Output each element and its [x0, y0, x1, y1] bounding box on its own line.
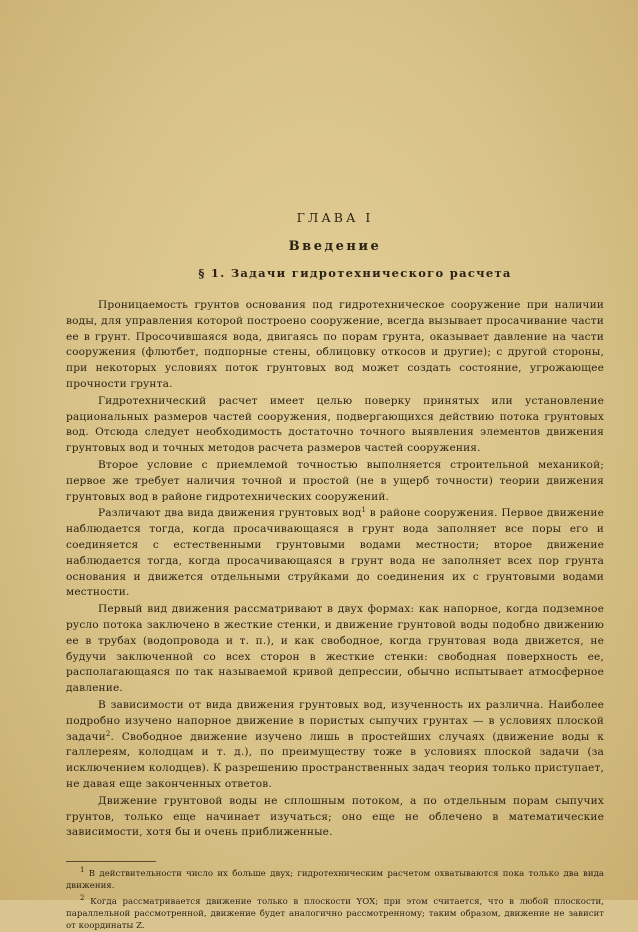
- footnote-text: В действительности число их больше двух; гидротехническим расчетом охватываются пока только два вида движения.: [66, 869, 604, 892]
- footnote: [66, 868, 604, 892]
- paragraph: Движение грунтовой воды не сплошным потоком, а по отдельным порам сыпучих грунтов, только еще начинает изучаться; оно еще не облечено в математические зависимости, хотя бы и очень приближенные.: [66, 794, 604, 839]
- paragraph: Проницаемость грунтов основания под гидротехническое сооружение при наличии воды, для управления которой построено сооружение, всегда вызывает просачивание части ее в грунт. Просочившаяся вода, двигаясь по порам грунта, оказывает давление на части сооружения (флютбет, подпорные стены, облицовку откосов и другие); с другой стороны, при некоторых условиях поток грунтовых вод может создать состояние, угрожающее прочности грунта.: [66, 299, 604, 390]
- paragraph: [66, 506, 604, 601]
- footnotes: [66, 868, 604, 932]
- paragraph-text: в районе сооружения. Первое движение наблюдается тогда, когда просачивающаяся в грунт вода заполняет все поры его и соединяется с естественными грунтовыми водами местности; второе движение наблюдается тогда, когда просачивающаяся в грунт вода не заполняет всех пор грунта основания и движется отдельными струйками до соединения их с грунтовыми водами местности.: [66, 507, 604, 599]
- body-text: [66, 298, 604, 841]
- footnote: [66, 896, 604, 932]
- paragraph-text: В зависимости от вида движения грунтовых вод, изученность их различна. Наиболее подробно изучено напорное движение в пористых сыпучих грунтах — в условиях плоской задачи: [66, 698, 604, 743]
- paragraph-text: Различают два вида движения грунтовых вод: [98, 507, 362, 520]
- footnote-ref: 1: [361, 506, 367, 515]
- paragraph: Второе условие с приемлемой точностью выполняется строительной механикой; первое же требует наличия точной и простой (не в ущерб точности) теории движения грунтовых вод в районе гидротехнических сооружений.: [66, 458, 604, 503]
- footnote-ref: 2: [105, 729, 111, 738]
- chapter-heading: ГЛАВА I: [296, 210, 374, 225]
- paragraph: [66, 698, 604, 793]
- section-heading: § 1. Задачи гидротехнического расчета: [198, 266, 512, 280]
- footnote-divider: [66, 861, 156, 862]
- chapter-title: Введение: [288, 239, 382, 254]
- footnote-mark: 2: [80, 894, 85, 903]
- paragraph: Первый вид движения рассматривают в двух формах: как напорное, когда подземное русло потока заключено в жесткие стенки, и движение грунтовой воды подобно движению ее в трубах (водопровода и т. п.), и как свободное, когда грунтовая вода движется, не будучи заключенной со всех сторон в жесткие стенки: свободная поверхность ее, располагающаяся по так называемой кривой депрессии, обычно испытывает атмосферное давление.: [66, 603, 604, 695]
- footnote-mark: 1: [80, 866, 85, 875]
- paragraph-text: . Свободное движение изучено лишь в простейших случаях (движение воды к галлереям, колодцам и т. д.), по преимуществу тоже в условиях плоской задачи (за исключением колодцев). К разрешению пространственных задач теория только приступает, не давая еще законченных ответов.: [66, 730, 604, 790]
- paragraph: Гидротехнический расчет имеет целью поверку принятых или установление рациональных размеров частей сооружения, подвергающихся действию потока грунтовых вод. Отсюда следует необходимость достаточно точного выявления элементов движения грунтовых вод и точных методов расчета размеров частей сооружения.: [66, 394, 604, 455]
- footnote-text: Когда рассматривается движение только в плоскости YOX; при этом считается, что в любой плоскости, параллельной рассмотренной, движение будет аналогично рассмотренному; таким образом, движение не зависит от координаты Z.: [66, 897, 604, 932]
